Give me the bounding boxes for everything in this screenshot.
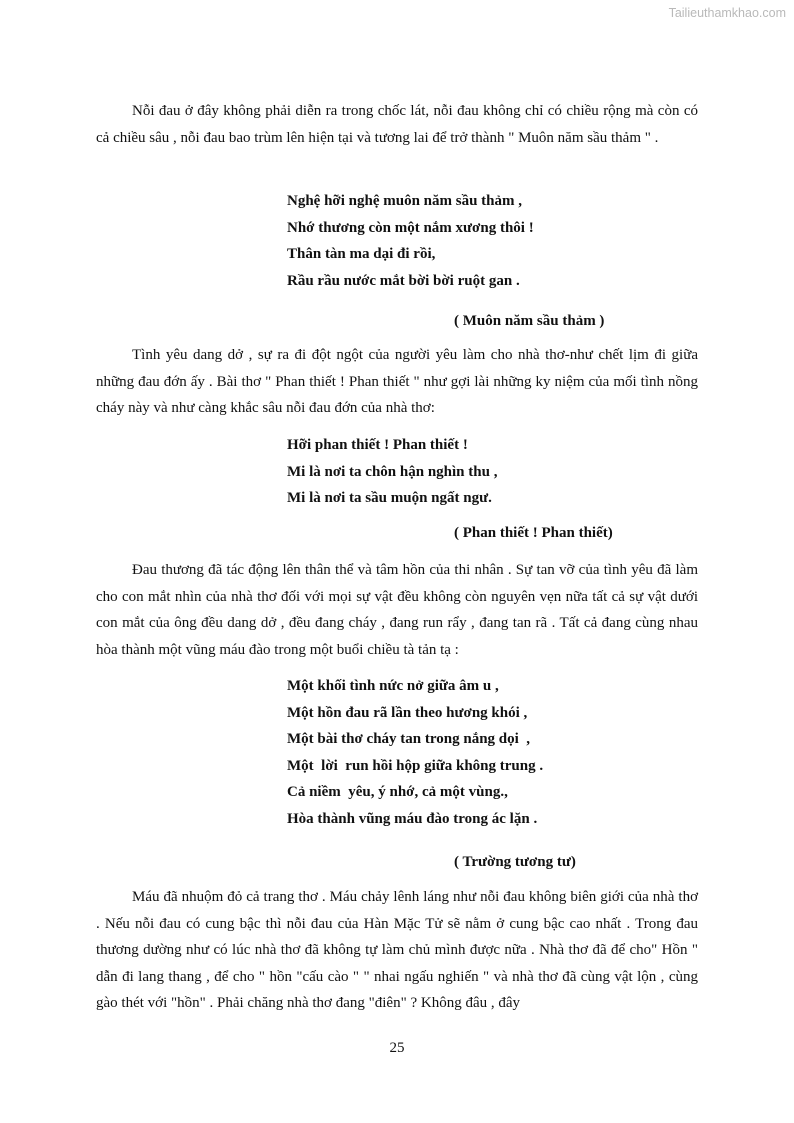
poem-line: Cả niềm yêu, ý nhớ, cả một vùng.,	[287, 784, 508, 800]
poem-1	[287, 188, 534, 294]
poem-line: Thân tàn ma dại đi rồi,	[287, 246, 436, 262]
paragraph-1: Nỗi đau ở đây không phải diễn ra trong chốc lát, nỗi đau không chỉ có chiều rộng mà còn có cả chiều sâu , nỗi đau bao trùm lên hiện tại và tương lai để trở thành " Muôn năm sầu thảm " .	[96, 103, 698, 146]
poem-line: Một khối tình nức nở giữa âm u ,	[287, 678, 499, 694]
poem-source: ( Muôn năm sầu thảm )	[454, 313, 605, 329]
poem-line: Một lời run hồi hộp giữa không trung .	[287, 757, 544, 774]
poem-line: Mi là nơi ta sầu muộn ngất ngư.	[287, 490, 492, 506]
poem-source: ( Phan thiết ! Phan thiết)	[454, 525, 613, 541]
poem-line: Rầu rầu nước mắt bời bời ruột gan .	[287, 272, 520, 289]
paragraph-2: Tình yêu dang dở , sự ra đi đột ngột của người yêu làm cho nhà thơ-như chết lịm đi giữa những đau đớn ấy . Bài thơ " Phan thiết ! Phan thiết " như gợi lài những ky niệm của mối tình nồng cháy này và như càng khắc sâu nỗi đau đớn của nhà thơ:	[96, 347, 698, 416]
poem-line: Nghệ hỡi nghệ muôn năm sầu thảm ,	[287, 193, 523, 209]
poem-line: Một hồn đau rã lần theo hương khói ,	[287, 704, 528, 721]
poem-source: ( Trường tương tư)	[454, 854, 576, 870]
paragraph-3: Đau thương đã tác động lên thân thể và tâm hồn của thi nhân . Sự tan vỡ của tình yêu đã làm cho con mắt nhìn của nhà thơ đối với mọi sự vật đều không còn nguyên vẹn nữa tất cả sự vật dưới con mắt của ông đều dang dở , đều đang cháy , đang run rẩy , đang tan rã . Tất cả đang cùng nhau hòa thành một vũng máu đào trong một buổi chiều tà tản tạ :	[96, 562, 698, 658]
poem-3	[287, 673, 543, 832]
watermark: Tailieuthamkhao.com	[668, 6, 786, 20]
poem-line: Mi là nơi ta chôn hận nghìn thu ,	[287, 463, 498, 480]
poem-line: Hòa thành vũng máu đào trong ác lặn .	[287, 810, 538, 827]
poem-line: Nhớ thương còn một nắm xương thôi !	[287, 219, 534, 236]
paragraph-4: Máu đã nhuộm đỏ cả trang thơ . Máu chảy lênh láng như nỗi đau không biên giới của nhà thơ . Nếu nỗi đau có cung bậc thì nỗi đau của Hàn Mặc Tử sẽ nằm ở cung bậc cao nhất . Trong đau thương dường như có lúc nhà thơ đã không tự làm chủ mình được nữa . Nhà thơ đã để cho" Hồn " dẫn đi lang thang , để cho " hồn "cấu cào " " nhai ngấu nghiến " và nhà thơ đã cùng vật lộn , cùng gào thét với "hồn" . Phải chăng nhà thơ đang "điên" ? Không đâu , đây	[96, 889, 698, 1011]
page-number: 25	[389, 1040, 405, 1056]
poem-line: Hỡi phan thiết ! Phan thiết !	[287, 437, 468, 453]
poem-line: Một bài thơ cháy tan trong nắng dọi ,	[287, 731, 531, 747]
poem-2	[287, 432, 497, 512]
